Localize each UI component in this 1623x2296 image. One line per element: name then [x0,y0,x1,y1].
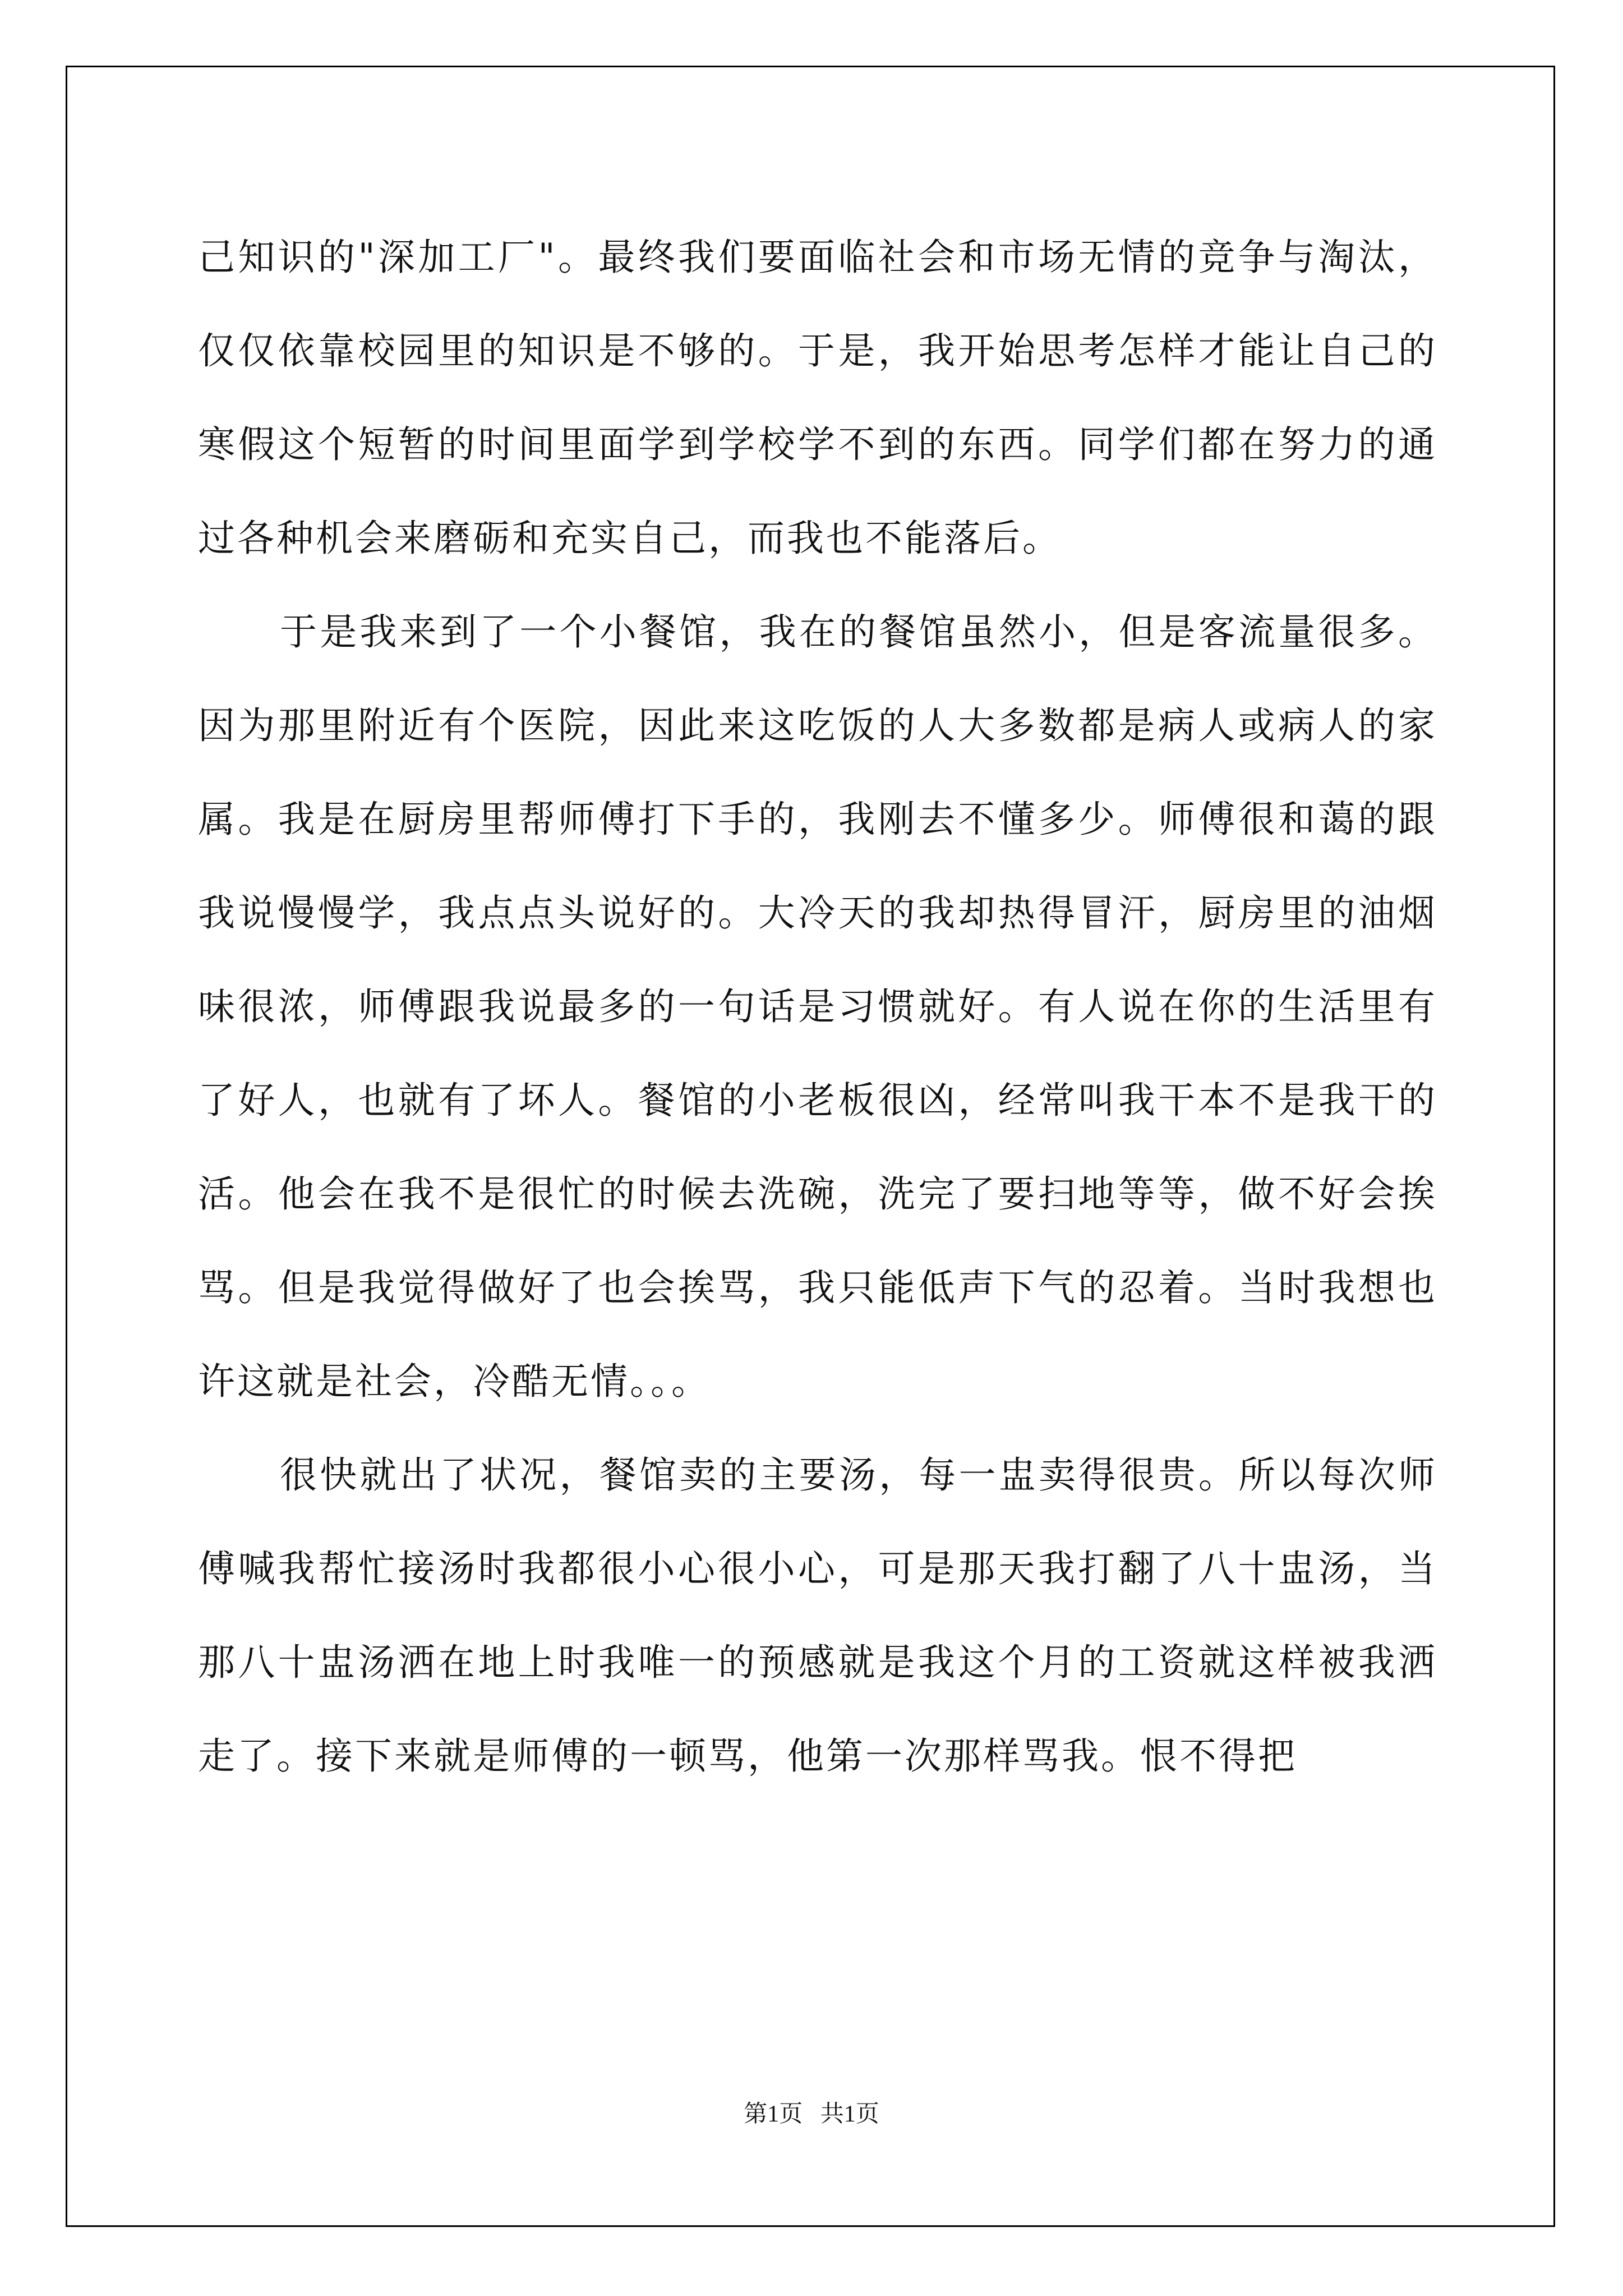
paragraph-2: 于是我来到了一个小餐馆，我在的餐馆虽然小，但是客流量很多。因为那里附近有个医院，因此来这吃饭的人大多数都是病人或病人的家属。我是在厨房里帮师傅打下手的，我刚去不懂多少。师傅很和蔼的跟我说慢慢学，我点点头说好的。大冷天的我却热得冒汗，厨房里的油烟味很浓，师傅跟我说最多的一句话是习惯就好。有人说在你的生活里有了好人，也就有了坏人。餐馆的小老板很凶，经常叫我干本不是我干的活。他会在我不是很忙的时候去洗碗，洗完了要扫地等等，做不好会挨骂。但是我觉得做好了也会挨骂，我只能低声下气的忍着。当时我想也许这就是社会，冷酷无情。。。 [198,610,1437,1403]
paragraph-3: 很快就出了状况，餐馆卖的主要汤，每一盅卖得很贵。所以每次师傅喊我帮忙接汤时我都很小心很小心，可是那天我打翻了八十盅汤，当那八十盅汤洒在地上时我唯一的预感就是我这个月的工资就这样被我洒走了。接下来就是师傅的一顿骂，他第一次那样骂我。恨不得把 [198,1453,1437,1778]
document-body [198,210,1437,1803]
paragraph-1: 己知识的"深加工厂"。最终我们要面临社会和市场无情的竞争与淘汰，仅仅依靠校园里的知识是不够的。于是，我开始思考怎样才能让自己的寒假这个短暂的时间里面学到学校学不到的东西。同学们都在努力的通过各种机会来磨砺和充实自己，而我也不能落后。 [198,236,1437,560]
page-number-footer: 第1页 共1页 [744,2101,879,2127]
